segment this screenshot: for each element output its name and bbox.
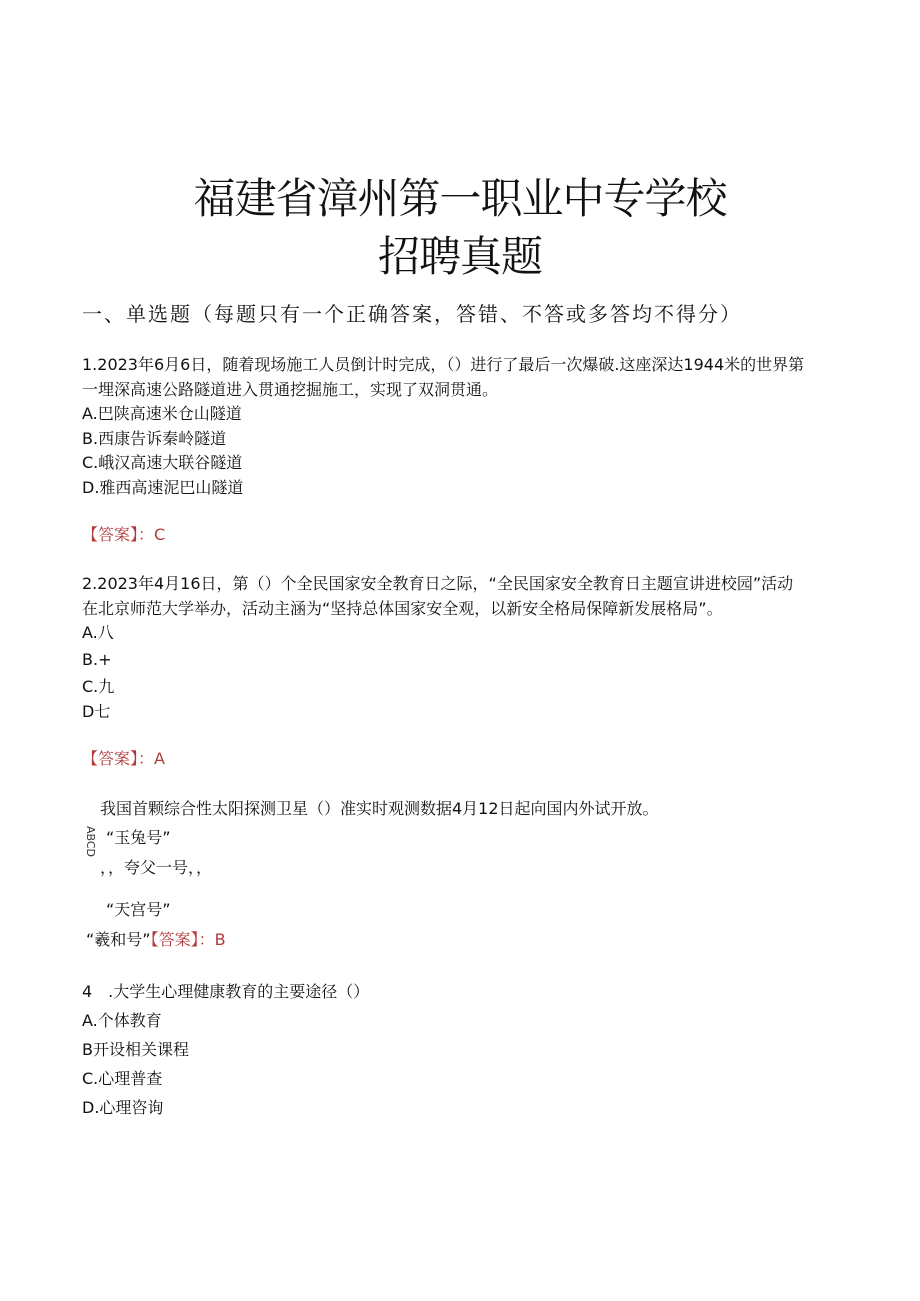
question-2-stem-line-1: 2.2023年4月16日，第（）个全民国家安全教育日之际，“全民国家安全教育日主题宣讲进校园”活动	[82, 574, 794, 593]
question-1-option-c: C.峨汉高速大联谷隧道	[82, 453, 243, 472]
question-4-stem: 4 .大学生心理健康教育的主要途径（）	[82, 982, 370, 1001]
answer-value: C	[154, 525, 166, 544]
question-4-option-b: B开设相关课程	[82, 1040, 189, 1059]
question-3-option-d-and-answer	[86, 930, 226, 950]
answer-value: B	[214, 930, 226, 949]
question-2-answer	[82, 749, 165, 769]
answer-value: A	[154, 749, 165, 768]
question-2-option-c: C.九	[82, 677, 115, 696]
question-3-option-b: ，，夸父一号，，	[100, 858, 213, 877]
answer-label: 【答案】：	[150, 930, 215, 949]
question-3-option-c: “天宫号”	[106, 900, 171, 919]
question-3-answer	[151, 930, 226, 949]
question-3-option-letters: ABCD	[84, 826, 97, 858]
question-4-option-d: D.心理咨询	[82, 1098, 164, 1117]
document-subtitle: 招聘真题	[377, 232, 542, 281]
question-1-stem-line-2: 一埋深高速公路隧道进入贯通挖掘施工，实现了双洞贯通。	[82, 380, 499, 399]
section-heading: 一、单选题（每题只有一个正确答案，答错、不答或多答均不得分）	[82, 302, 742, 326]
question-1-option-b: B.西康告诉秦岭隧道	[82, 429, 227, 448]
question-2-option-d: D七	[82, 702, 111, 721]
document-title: 福建省漳州第一职业中专学校	[193, 174, 727, 223]
question-2-option-a: A.八	[82, 623, 114, 642]
question-1-stem-line-1: 1.2023年6月6日，随着现场施工人员倒计时完成，（）进行了最后一次爆破.这座深达1944米的世界第	[82, 355, 805, 374]
question-3-stem: 我国首颗综合性太阳探测卫星（）准实时观测数据4月12日起向国内外试开放。	[100, 799, 659, 818]
answer-label: 【答案】：	[82, 749, 155, 768]
question-2-stem-line-2: 在北京师范大学举办，活动主涵为“坚持总体国家安全观，以新安全格局保障新发展格局”。	[82, 599, 723, 618]
question-1-option-d: D.雅西高速泥巴山隧道	[82, 478, 244, 497]
question-4-option-a: A.个体教育	[82, 1011, 162, 1030]
question-3-option-a: “玉兔号”	[106, 828, 171, 847]
question-1-answer	[82, 525, 165, 545]
answer-label: 【答案】：	[82, 525, 155, 544]
question-1-option-a: A.巴陕高速米仓山隧道	[82, 404, 242, 423]
question-4-option-c: C.心理普查	[82, 1069, 163, 1088]
question-2-option-b: B.+	[82, 650, 112, 669]
question-3-option-d: “羲和号”	[86, 930, 151, 949]
